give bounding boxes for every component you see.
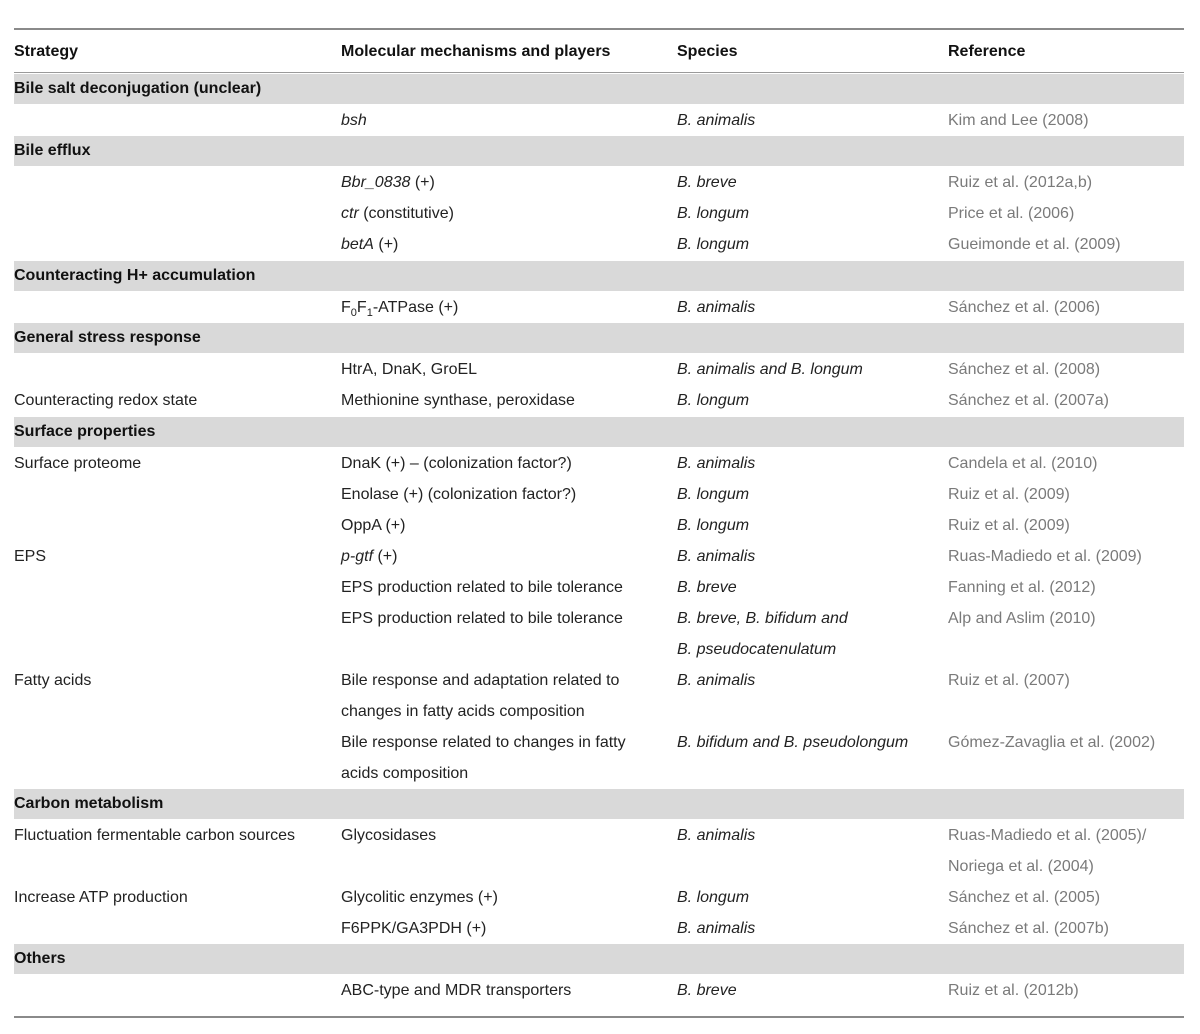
reference-cell: Sánchez et al. (2008) [948,361,1101,378]
species-cell: B. longum [677,205,750,222]
section-h-accumulation [14,261,1184,291]
reference-cell: Fanning et al. (2012) [948,579,1096,596]
reference-cell: Ruas-Madiedo et al. (2009) [948,548,1142,565]
reference-cell: Ruas-Madiedo et al. (2005)/ [948,827,1147,844]
header-reference: Reference [948,43,1026,60]
species-cell: B. animalis [677,827,756,844]
reference-cell-continued: Noriega et al. (2004) [948,858,1094,875]
mechanism-cell: Glycosidases [341,827,437,844]
section-stress [14,323,1184,353]
section-carbon [14,789,1184,819]
gene-name: p-gtf [341,548,374,565]
species-cell: B. animalis [677,920,756,937]
species-cell: B. animalis [677,112,756,129]
mechanism-cell: Enolase (+) (colonization factor?) [341,486,577,503]
section-title: Bile efflux [14,142,91,159]
strategy-cell: Fatty acids [14,672,92,689]
species-cell: B. breve, B. bifidum and [677,610,848,627]
mechanism-cell: F6PPK/GA3PDH (+) [341,920,487,937]
mechanism-note: (+) [410,174,435,191]
section-surface [14,417,1184,447]
species-cell: B. breve [677,174,737,191]
gene-name: Bbr_0838 [341,174,411,191]
section-bile-salt [14,74,1184,104]
section-title: Counteracting H+ accumulation [14,267,256,284]
species-cell: B. animalis [677,455,756,472]
reference-cell: Gómez-Zavaglia et al. (2002) [948,734,1156,751]
section-title: General stress response [14,329,201,346]
mechanism-cell: bsh [341,112,367,129]
mechanism-cell: OppA (+) [341,517,406,534]
reference-cell: Ruiz et al. (2012a,b) [948,174,1093,191]
section-title: Surface properties [14,423,156,440]
strategy-cell: EPS [14,548,47,565]
mechanism-cell: Glycolitic enzymes (+) [341,889,498,906]
species-cell: B. animalis and B. longum [677,361,863,378]
section-title: Bile salt deconjugation (unclear) [14,80,262,97]
species-cell-continued: B. pseudocatenulatum [677,641,837,658]
species-cell: B. longum [677,889,750,906]
species-cell: B. longum [677,517,750,534]
header-mechanisms: Molecular mechanisms and players [341,43,611,60]
species-cell: B. longum [677,236,750,253]
section-others [14,944,1184,974]
mechanism-cell: EPS production related to bile tolerance [341,610,623,627]
reference-cell: Sánchez et al. (2007b) [948,920,1109,937]
reference-cell: Gueimonde et al. (2009) [948,236,1121,253]
mechanism-cell: $F_0F_1$-ATPase (+) [341,299,459,320]
header-species: Species [677,43,738,60]
mechanism-cell: ABC-type and MDR transporters [341,982,572,999]
reference-cell: Sánchez et al. (2007a) [948,392,1109,409]
species-cell: B. bifidum and B. pseudolongum [677,734,909,751]
mechanism-note: (constitutive) [358,205,454,222]
species-cell: B. longum [677,392,750,409]
strategy-cell: Increase ATP production [14,889,188,906]
mechanism-cell: Bile response and adaptation related to [341,672,620,689]
mechanism-cell [341,167,435,198]
header-strategy: Strategy [14,43,79,60]
gene-name: ctr [341,205,359,222]
mechanism-cell [341,198,454,229]
bottom-rule [14,1016,1184,1018]
reference-cell: Ruiz et al. (2009) [948,517,1070,534]
reference-cell: Kim and Lee (2008) [948,112,1089,129]
species-cell: B. breve [677,579,737,596]
section-title: Others [14,950,66,967]
reference-cell: Sánchez et al. (2005) [948,889,1101,906]
reference-cell: Alp and Aslim (2010) [948,610,1096,627]
mechanism-cell-continued: changes in fatty acids composition [341,703,585,720]
top-rule [14,28,1184,30]
header-rule [14,72,1184,73]
mechanism-cell-continued: acids composition [341,765,469,782]
mechanism-cell: DnaK (+) – (colonization factor?) [341,455,572,472]
species-cell: B. animalis [677,672,756,689]
reference-cell: Candela et al. (2010) [948,455,1098,472]
strategy-cell: Surface proteome [14,455,142,472]
species-cell: B. breve [677,982,737,999]
mechanism-note: (+) [373,236,399,253]
mechanism-cell [341,229,398,260]
mechanism-cell: Bile response related to changes in fatty [341,734,626,751]
strategy-cell: Fluctuation fermentable carbon sources [14,827,296,844]
gene-name: betA [341,236,374,253]
mechanism-cell: HtrA, DnaK, GroEL [341,361,478,378]
species-cell: B. animalis [677,299,756,316]
mechanism-cell: Methionine synthase, peroxidase [341,392,575,409]
mechanism-note: (+) [373,548,398,565]
strategy-cell: Counteracting redox state [14,392,198,409]
species-cell: B. animalis [677,548,756,565]
reference-cell: Ruiz et al. (2012b) [948,982,1079,999]
reference-cell: Ruiz et al. (2007) [948,672,1070,689]
species-cell: B. longum [677,486,750,503]
reference-cell: Sánchez et al. (2006) [948,299,1101,316]
reference-cell: Price et al. (2006) [948,205,1075,222]
mechanism-cell [341,541,397,572]
section-title: Carbon metabolism [14,795,164,812]
section-bile-efflux [14,136,1184,166]
mechanism-cell: EPS production related to bile tolerance [341,579,623,596]
reference-cell: Ruiz et al. (2009) [948,486,1070,503]
